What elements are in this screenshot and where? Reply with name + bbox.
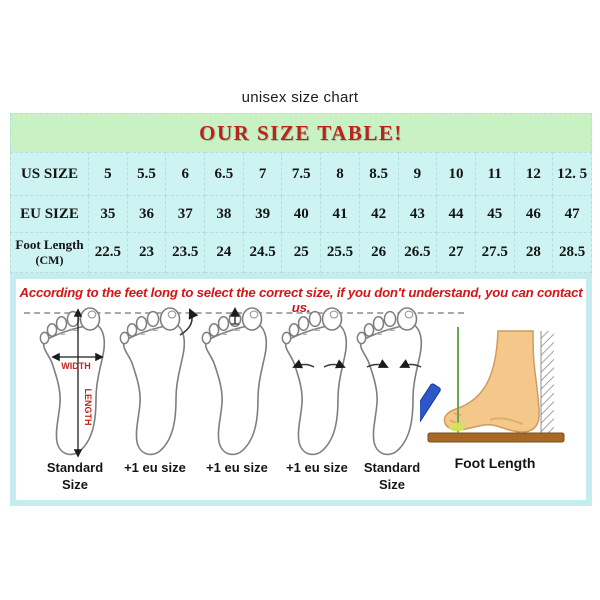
foot-length-row [11,233,592,273]
size-cell: 25 [282,233,321,273]
size-cell: 37 [166,196,205,233]
size-cell: 28 [514,233,553,273]
size-cell: 44 [437,196,476,233]
size-cell: 43 [398,196,437,233]
size-cell: 10 [437,153,476,196]
size-table [10,152,592,273]
size-cell: 6 [166,153,205,196]
size-cell: 39 [243,196,282,233]
length-label: LENGTH [83,388,93,426]
foot-diagram-standard-1 [30,307,120,494]
foot-sole-illustration [192,307,282,459]
foot-length-label: Foot Length (CM) [11,233,89,273]
size-cell: 47 [553,196,592,233]
marker-pen [420,383,441,428]
foot-caption: +1 eu size [286,460,348,475]
table-header-banner [10,113,592,152]
size-cell: 35 [89,196,128,233]
foot-caption: +1 eu size [206,460,268,475]
size-cell: 6.5 [205,153,244,196]
eu-size-label: EU SIZE [11,196,89,233]
foot-diagram-section [10,273,592,506]
size-cell: 5 [89,153,128,196]
size-cell: 7 [243,153,282,196]
page-title: unisex size chart [241,89,359,106]
size-cell: 12 [514,153,553,196]
size-cell: 27 [437,233,476,273]
size-cell: 12. 5 [553,153,592,196]
size-cell: 23.5 [166,233,205,273]
foot-caption: Standard Size [46,460,104,492]
wall-hatching [541,331,554,433]
size-cell: 41 [321,196,360,233]
size-cell: 7.5 [282,153,321,196]
size-cell: 5.5 [127,153,166,196]
foot-sole-illustration [110,307,200,459]
size-cell: 40 [282,196,321,233]
size-cell: 27.5 [475,233,514,273]
side-view-caption: Foot Length [454,455,536,471]
size-cell: 26 [359,233,398,273]
foot-caption: +1 eu size [124,460,186,475]
size-cell: 45 [475,196,514,233]
eu-size-row [11,196,592,233]
foot-diagram-plus1-a [110,307,200,477]
size-cell: 11 [475,153,514,196]
width-label: WIDTH [61,361,91,371]
size-cell: 9 [398,153,437,196]
side-foot-illustration [420,323,570,451]
size-cell: 8 [321,153,360,196]
us-size-label: US SIZE [11,153,89,196]
floor-board [428,433,564,442]
size-cell: 25.5 [321,233,360,273]
size-cell: 28.5 [553,233,592,273]
size-cell: 38 [205,196,244,233]
size-cell: 8.5 [359,153,398,196]
size-cell: 36 [127,196,166,233]
us-size-row [11,153,592,196]
size-cell: 26.5 [398,233,437,273]
table-header-text: OUR SIZE TABLE! [199,120,403,145]
size-chart-panel [10,113,592,506]
marker-tip-highlight [449,423,465,432]
foot-caption: Standard Size [363,460,421,492]
foot-sole-illustration [30,307,120,459]
foot-length-measure-illustration [420,323,570,471]
size-cell: 23 [127,233,166,273]
size-cell: 42 [359,196,398,233]
size-notice-text: According to the feet long to select the correct size, if you don't understand, you can contact us. [19,285,583,315]
size-cell: 24.5 [243,233,282,273]
size-cell: 22.5 [89,233,128,273]
foot-diagram-plus1-b [192,307,282,477]
size-cell: 46 [514,196,553,233]
size-cell: 24 [205,233,244,273]
